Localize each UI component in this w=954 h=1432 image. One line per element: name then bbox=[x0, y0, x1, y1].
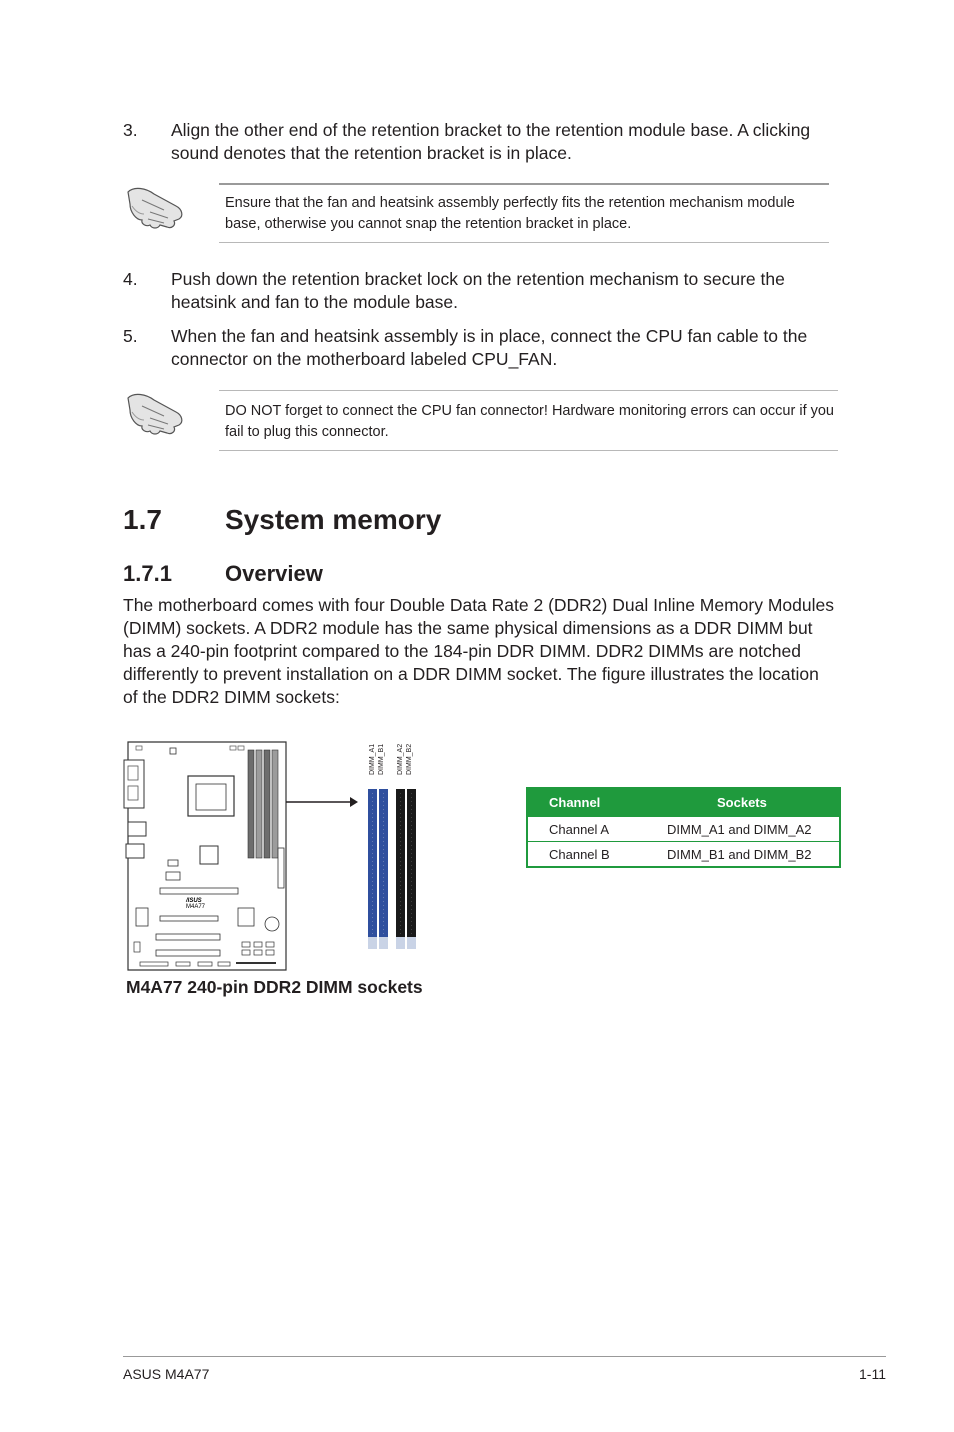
io-port bbox=[126, 844, 144, 858]
board-dimm-slot bbox=[272, 750, 278, 858]
table-cell: Channel A bbox=[527, 817, 667, 842]
figure-caption: M4A77 240-pin DDR2 DIMM sockets bbox=[126, 977, 423, 997]
pci-slot bbox=[156, 950, 220, 956]
note-text: DO NOT forget to connect the CPU fan connector! Hardware monitoring errors can occur if you fail to plug this connector. bbox=[225, 403, 834, 440]
step-3 bbox=[123, 119, 843, 165]
slot-label: DIMM_A1 bbox=[369, 743, 376, 775]
board-logo: /ISUS bbox=[186, 898, 202, 904]
chipset bbox=[200, 846, 218, 864]
board-model: M4A77 bbox=[186, 904, 206, 910]
step-number: 5. bbox=[123, 326, 138, 346]
page-number: 1-11 bbox=[859, 1366, 886, 1382]
section-heading bbox=[123, 504, 441, 536]
battery bbox=[265, 917, 279, 931]
column-header: Sockets bbox=[667, 788, 840, 817]
board-dimm-slot bbox=[264, 750, 270, 858]
table-row bbox=[527, 842, 840, 868]
step-text: Align the other end of the retention bracket to the retention module base. A clicking sound denotes that the retention bracket is in place. bbox=[171, 120, 811, 163]
subsection-number: 1.7.1 bbox=[123, 561, 172, 586]
io-port bbox=[128, 822, 146, 836]
slot-label: DIMM_B2 bbox=[406, 743, 413, 775]
board-dimm-slot bbox=[256, 750, 262, 858]
step-number: 4. bbox=[123, 269, 138, 289]
section-number: 1.7 bbox=[123, 504, 162, 535]
subsection-title: Overview bbox=[225, 561, 323, 586]
table-cell: DIMM_A1 and DIMM_A2 bbox=[667, 817, 840, 842]
step-text: When the fan and heatsink assembly is in place, connect the CPU fan cable to the connector on the motherboard labeled CPU_FAN. bbox=[171, 326, 808, 369]
note-top-rule bbox=[219, 183, 829, 185]
pcie-slot bbox=[160, 888, 238, 894]
pci-slot bbox=[160, 916, 218, 921]
step-text: Push down the retention bracket lock on the retention mechanism to secure the heatsink and fan to the module base. bbox=[171, 269, 785, 312]
note-text: Ensure that the fan and heatsink assembly perfectly fits the retention mechanism module base, otherwise you cannot snap the retention bracket in place. bbox=[225, 195, 795, 232]
arrow-head-icon bbox=[350, 797, 358, 807]
footer-rule bbox=[123, 1356, 886, 1357]
note-bottom-rule bbox=[219, 450, 838, 451]
dimm-slots-detail bbox=[364, 735, 424, 955]
pci-slot bbox=[156, 934, 220, 940]
table-row bbox=[527, 817, 840, 842]
hand-pointer-icon bbox=[124, 182, 188, 232]
overview-paragraph: The motherboard comes with four Double Data Rate 2 (DDR2) Dual Inline Memory Modules (DIMM) sockets. A DDR2 module has the same physical dimensions as a DDR DIMM but has a 240-pin footprint compared to the 184-pin DDR DIMM. DDR2 DIMMs are notched differently to prevent installation on a DDR DIMM socket. The figure illustrates the location of the DDR2 DIMM sockets: bbox=[123, 595, 834, 707]
note-top-rule bbox=[219, 390, 838, 391]
power-connector bbox=[278, 848, 284, 888]
table-header-row bbox=[527, 788, 840, 817]
slot-label: DIMM_A2 bbox=[397, 743, 404, 775]
table-cell: Channel B bbox=[527, 842, 667, 868]
channel-table bbox=[526, 787, 841, 868]
hand-pointer-icon bbox=[124, 388, 188, 438]
step-5 bbox=[123, 325, 843, 371]
table-cell: DIMM_B1 and DIMM_B2 bbox=[667, 842, 840, 868]
board-dimm-slot bbox=[248, 750, 254, 858]
column-header: Channel bbox=[527, 788, 667, 817]
subsection-heading bbox=[123, 561, 323, 587]
slot-label: DIMM_B1 bbox=[378, 743, 385, 775]
step-number: 3. bbox=[123, 120, 138, 140]
footer-product: ASUS M4A77 bbox=[123, 1366, 210, 1382]
section-title: System memory bbox=[225, 504, 442, 535]
step-4 bbox=[123, 268, 843, 314]
note-bottom-rule bbox=[219, 242, 829, 243]
